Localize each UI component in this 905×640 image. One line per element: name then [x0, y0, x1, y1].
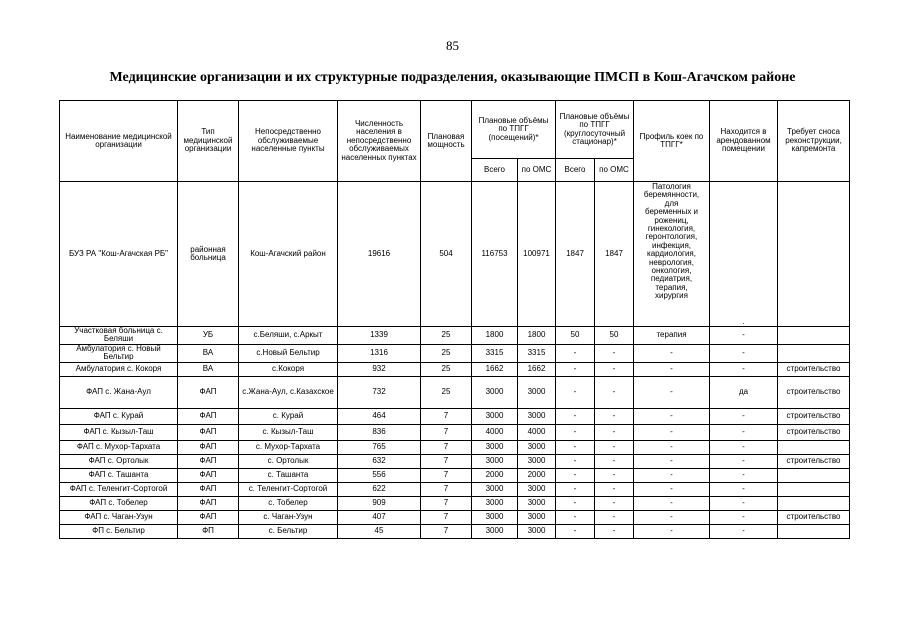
table-row	[60, 182, 850, 327]
page-number: 85	[446, 38, 459, 53]
cell-profile: -	[634, 510, 710, 524]
cell-rented: -	[710, 440, 778, 454]
cell-settlements: с. Кызыл-Таш	[239, 424, 338, 440]
cell-name: ФАП с. Ташанта	[60, 468, 178, 482]
cell-type: ФАП	[178, 408, 239, 424]
cell-capacity: 7	[421, 496, 472, 510]
cell-capacity: 7	[421, 524, 472, 538]
cell-profile: -	[634, 362, 710, 376]
table-row	[60, 408, 850, 424]
cell-type: ФАП	[178, 510, 239, 524]
cell-visits-oms: 3000	[518, 482, 556, 496]
cell-name: ФАП с. Чаган-Узун	[60, 510, 178, 524]
cell-visits-oms: 3000	[518, 440, 556, 454]
cell-capacity: 7	[421, 440, 472, 454]
cell-hospital-total: -	[556, 362, 595, 376]
cell-settlements: с.Жана-Аул, с.Казахское	[239, 376, 338, 408]
cell-rented: да	[710, 376, 778, 408]
cell-capacity: 25	[421, 376, 472, 408]
cell-population: 765	[338, 440, 421, 454]
cell-rented: -	[710, 424, 778, 440]
cell-type: ВА	[178, 344, 239, 362]
cell-name: ФАП с. Мухор-Тархата	[60, 440, 178, 454]
cell-demolition	[778, 496, 850, 510]
cell-rented: -	[710, 524, 778, 538]
cell-type: ФАП	[178, 454, 239, 468]
table-row	[60, 327, 850, 345]
cell-settlements: Кош-Агачский район	[239, 182, 338, 327]
cell-visits-total: 3000	[472, 482, 518, 496]
cell-type: ФП	[178, 524, 239, 538]
cell-demolition	[778, 182, 850, 327]
table-row	[60, 468, 850, 482]
cell-visits-oms: 2000	[518, 468, 556, 482]
cell-name: Амбулатория с. Кокоря	[60, 362, 178, 376]
cell-type: ФАП	[178, 440, 239, 454]
cell-hospital-oms: -	[595, 468, 634, 482]
cell-visits-oms: 3000	[518, 510, 556, 524]
cell-rented: .	[710, 182, 778, 327]
header-hospital-group: Плановые объёмы по ТПГГ (круглосуточный стационар)*	[556, 101, 634, 159]
header-type: Тип медицинской организации	[178, 101, 239, 182]
cell-visits-oms: 100971	[518, 182, 556, 327]
cell-demolition	[778, 482, 850, 496]
table-row	[60, 510, 850, 524]
cell-hospital-oms: -	[595, 510, 634, 524]
header-profile: Профиль коек по ТПГГ*	[634, 101, 710, 182]
cell-visits-total: 1662	[472, 362, 518, 376]
cell-demolition: строительство	[778, 376, 850, 408]
table-row	[60, 362, 850, 376]
cell-visits-oms: 1800	[518, 327, 556, 345]
table-row	[60, 440, 850, 454]
cell-population: 909	[338, 496, 421, 510]
cell-profile: терапия	[634, 327, 710, 345]
table-row	[60, 424, 850, 440]
page-title: Медицинские организации и их структурные подразделения, оказывающие ПМСП в Кош-Агачском районе	[109, 70, 796, 85]
cell-demolition: строительство	[778, 362, 850, 376]
cell-visits-oms: 3000	[518, 496, 556, 510]
cell-population: 19616	[338, 182, 421, 327]
cell-visits-total: 2000	[472, 468, 518, 482]
cell-hospital-oms: -	[595, 524, 634, 538]
cell-population: 732	[338, 376, 421, 408]
cell-rented: -	[710, 454, 778, 468]
cell-capacity: 7	[421, 482, 472, 496]
cell-profile: -	[634, 524, 710, 538]
cell-hospital-total: -	[556, 496, 595, 510]
cell-hospital-oms: 1847	[595, 182, 634, 327]
cell-capacity: 7	[421, 468, 472, 482]
cell-capacity: 7	[421, 510, 472, 524]
cell-population: 836	[338, 424, 421, 440]
cell-rented: -	[710, 510, 778, 524]
cell-name: Участковая больница с. Беляши	[60, 327, 178, 345]
cell-hospital-total: -	[556, 524, 595, 538]
cell-settlements: с. Чаган-Узун	[239, 510, 338, 524]
cell-population: 622	[338, 482, 421, 496]
cell-rented: -	[710, 344, 778, 362]
cell-population: 932	[338, 362, 421, 376]
cell-visits-total: 1800	[472, 327, 518, 345]
cell-name: ФАП с. Кызыл-Таш	[60, 424, 178, 440]
cell-demolition: строительство	[778, 408, 850, 424]
cell-hospital-total: -	[556, 408, 595, 424]
cell-hospital-oms: -	[595, 344, 634, 362]
cell-type: ФАП	[178, 424, 239, 440]
cell-rented: -	[710, 482, 778, 496]
cell-visits-total: 4000	[472, 424, 518, 440]
header-visits-group: Плановые объёмы по ТПГГ (посещений)*	[472, 101, 556, 159]
cell-name: БУЗ РА "Кош-Агачская РБ"	[60, 182, 178, 327]
cell-capacity: 7	[421, 424, 472, 440]
cell-capacity: 7	[421, 454, 472, 468]
cell-hospital-oms: -	[595, 454, 634, 468]
cell-hospital-oms: -	[595, 408, 634, 424]
cell-visits-total: 116753	[472, 182, 518, 327]
cell-visits-total: 3000	[472, 510, 518, 524]
cell-demolition	[778, 344, 850, 362]
cell-visits-total: 3000	[472, 408, 518, 424]
cell-hospital-total: -	[556, 468, 595, 482]
cell-settlements: с.Беляши, с.Аркыт	[239, 327, 338, 345]
cell-population: 1316	[338, 344, 421, 362]
cell-rented: -	[710, 362, 778, 376]
cell-hospital-oms: -	[595, 482, 634, 496]
cell-profile: -	[634, 454, 710, 468]
cell-population: 556	[338, 468, 421, 482]
cell-name: ФП с. Бельтир	[60, 524, 178, 538]
cell-visits-total: 3315	[472, 344, 518, 362]
header-hospital-total: Всего	[556, 159, 595, 182]
cell-hospital-oms: -	[595, 362, 634, 376]
cell-population: 464	[338, 408, 421, 424]
cell-settlements: с.Кокоря	[239, 362, 338, 376]
cell-capacity: 25	[421, 327, 472, 345]
cell-hospital-total: -	[556, 482, 595, 496]
table-row	[60, 524, 850, 538]
cell-hospital-total: -	[556, 510, 595, 524]
cell-hospital-oms: -	[595, 496, 634, 510]
table-row	[60, 344, 850, 362]
table-row	[60, 482, 850, 496]
cell-demolition	[778, 468, 850, 482]
cell-type: УБ	[178, 327, 239, 345]
cell-settlements: с. Бельтир	[239, 524, 338, 538]
cell-visits-total: 3000	[472, 440, 518, 454]
cell-visits-total: 3000	[472, 496, 518, 510]
cell-population: 1339	[338, 327, 421, 345]
cell-visits-oms: 3000	[518, 524, 556, 538]
cell-demolition: строительство	[778, 424, 850, 440]
cell-type: ВА	[178, 362, 239, 376]
cell-settlements: с. Ташанта	[239, 468, 338, 482]
cell-population: 407	[338, 510, 421, 524]
cell-rented: -	[710, 468, 778, 482]
cell-hospital-total: 1847	[556, 182, 595, 327]
header-demolition: Требует сноса реконструкции, капремонта	[778, 101, 850, 182]
cell-profile: -	[634, 440, 710, 454]
cell-name: ФАП с. Тобелер	[60, 496, 178, 510]
cell-visits-total: 3000	[472, 454, 518, 468]
table-row	[60, 454, 850, 468]
cell-settlements: с. Теленгит-Сортогой	[239, 482, 338, 496]
header-capacity: Плановая мощность	[421, 101, 472, 182]
cell-visits-oms: 3000	[518, 454, 556, 468]
cell-population: 45	[338, 524, 421, 538]
cell-rented: -	[710, 327, 778, 345]
cell-name: Амбулатория с. Новый Бельтир	[60, 344, 178, 362]
header-settlements: Непосредственно обслуживаемые населенные пункты	[239, 101, 338, 182]
cell-profile: -	[634, 468, 710, 482]
cell-rented: -	[710, 496, 778, 510]
cell-visits-oms: 3000	[518, 376, 556, 408]
cell-type: районная больница	[178, 182, 239, 327]
cell-settlements: с.Новый Бельтир	[239, 344, 338, 362]
cell-capacity: 25	[421, 362, 472, 376]
cell-name: ФАП с. Теленгит-Сортогой	[60, 482, 178, 496]
cell-visits-oms: 3000	[518, 408, 556, 424]
header-visits-total: Всего	[472, 159, 518, 182]
cell-demolition: строительство	[778, 454, 850, 468]
cell-rented: -	[710, 408, 778, 424]
cell-settlements: с. Тобелер	[239, 496, 338, 510]
cell-hospital-oms: -	[595, 376, 634, 408]
cell-type: ФАП	[178, 468, 239, 482]
cell-visits-oms: 3315	[518, 344, 556, 362]
cell-hospital-total: -	[556, 424, 595, 440]
cell-hospital-total: -	[556, 344, 595, 362]
cell-type: ФАП	[178, 496, 239, 510]
header-visits-oms: по ОМС	[518, 159, 556, 182]
cell-visits-oms: 4000	[518, 424, 556, 440]
cell-profile: -	[634, 482, 710, 496]
cell-hospital-oms: -	[595, 424, 634, 440]
header-rented: Находится в арендованном помещении	[710, 101, 778, 182]
cell-profile: -	[634, 408, 710, 424]
cell-profile: -	[634, 344, 710, 362]
cell-hospital-total: -	[556, 454, 595, 468]
cell-hospital-total: -	[556, 440, 595, 454]
cell-hospital-oms: 50	[595, 327, 634, 345]
table-row	[60, 496, 850, 510]
cell-capacity: 7	[421, 408, 472, 424]
cell-visits-total: 3000	[472, 376, 518, 408]
cell-hospital-total: 50	[556, 327, 595, 345]
cell-type: ФАП	[178, 376, 239, 408]
cell-profile: -	[634, 496, 710, 510]
cell-settlements: с. Курай	[239, 408, 338, 424]
cell-demolition	[778, 524, 850, 538]
cell-hospital-total: -	[556, 376, 595, 408]
table-row	[60, 376, 850, 408]
cell-profile: -	[634, 424, 710, 440]
cell-visits-oms: 1662	[518, 362, 556, 376]
cell-visits-total: 3000	[472, 524, 518, 538]
cell-type: ФАП	[178, 482, 239, 496]
cell-demolition	[778, 440, 850, 454]
cell-name: ФАП с. Жана-Аул	[60, 376, 178, 408]
header-population: Численность населения в непосредственно обслуживаемых населенных пунктах	[338, 101, 421, 182]
cell-capacity: 504	[421, 182, 472, 327]
cell-hospital-oms: -	[595, 440, 634, 454]
cell-capacity: 25	[421, 344, 472, 362]
cell-demolition: строительство	[778, 510, 850, 524]
header-name: Наименование медицинской организации	[60, 101, 178, 182]
cell-demolition	[778, 327, 850, 345]
cell-profile: -	[634, 376, 710, 408]
header-hospital-oms: по ОМС	[595, 159, 634, 182]
cell-population: 632	[338, 454, 421, 468]
cell-settlements: с. Ортолык	[239, 454, 338, 468]
cell-profile: Патология беремянности, для беременных и рожениц, гинекология, геронтология, инфекция, кардиология, неврология, онкология, педиатрия, терапия, хирургия	[634, 182, 710, 327]
cell-name: ФАП с. Ортолык	[60, 454, 178, 468]
cell-settlements: с. Мухор-Тархата	[239, 440, 338, 454]
cell-name: ФАП с. Курай	[60, 408, 178, 424]
organizations-table	[59, 100, 850, 539]
